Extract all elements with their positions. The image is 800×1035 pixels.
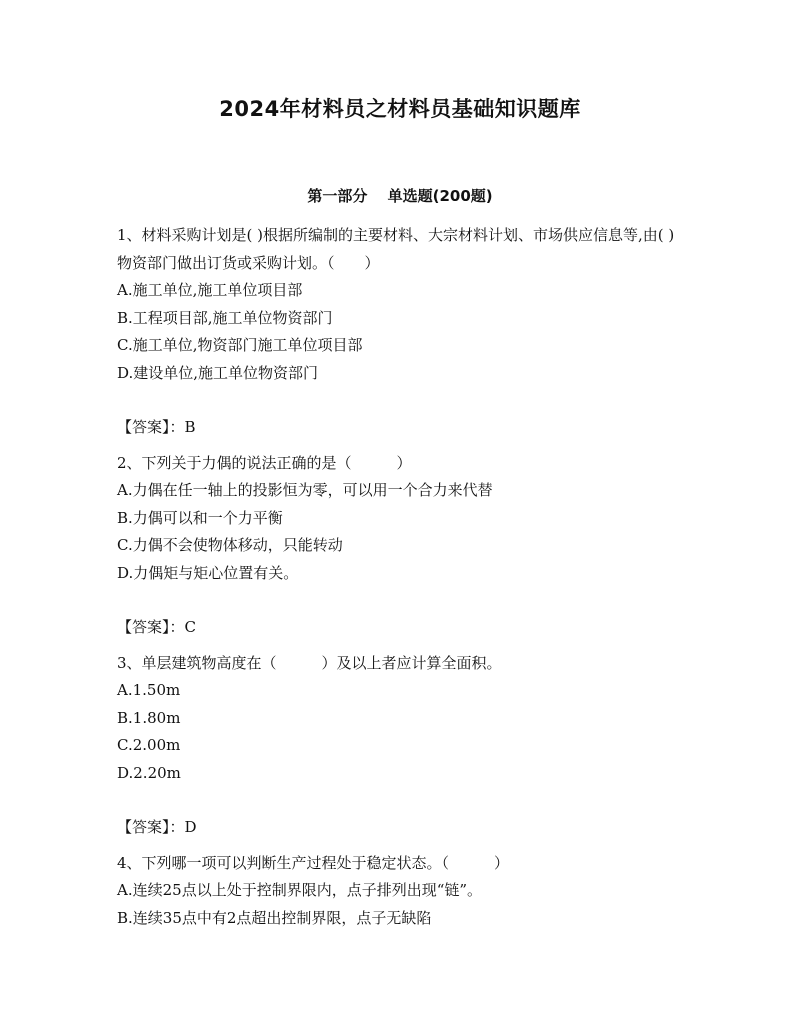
option-c: C.施工单位,物资部门施工单位项目部 bbox=[117, 336, 363, 354]
option-c: C.2.00m bbox=[117, 736, 181, 754]
section-title: 第一部分 单选题(200题) bbox=[307, 187, 493, 205]
option-b: B.1.80m bbox=[117, 708, 181, 727]
option-b: B.工程项目部,施工单位物资部门 bbox=[117, 308, 333, 327]
document-title: 2024年材料员之材料员基础知识题库 bbox=[219, 97, 581, 121]
option-c: C.力偶不会使物体移动，只能转动 bbox=[117, 536, 343, 554]
option-d: D.2.20m bbox=[117, 763, 181, 782]
question-list bbox=[117, 222, 677, 932]
answer-label: 【答案】：B bbox=[117, 418, 196, 436]
answer-label: 【答案】：D bbox=[117, 818, 197, 836]
question-1 bbox=[117, 222, 677, 442]
option-d: D.力偶矩与矩心位置有关。 bbox=[117, 563, 299, 582]
question-4 bbox=[117, 850, 677, 933]
option-b: B.连续35点中有2点超出控制界限，点子无缺陷 bbox=[117, 908, 432, 927]
option-a: A.力偶在任一轴上的投影恒为零，可以用一个合力来代替 bbox=[117, 481, 493, 499]
option-d: D.建设单位,施工单位物资部门 bbox=[117, 363, 319, 382]
question-text: 3、单层建筑物高度在（ ）及以上者应计算全面积。 bbox=[117, 653, 502, 672]
option-a: A.施工单位,施工单位项目部 bbox=[117, 281, 303, 299]
question-text: 4、下列哪一项可以判断生产过程处于稳定状态。（ ） bbox=[117, 853, 510, 872]
question-text: 1、材料采购计划是( )根据所编制的主要材料、大宗材料计划、市场供应信息等,由( )物资部门做出订货或采购计划。（ ） bbox=[117, 226, 675, 272]
option-a: A.连续25点以上处于控制界限内，点子排列出现“链”。 bbox=[117, 881, 483, 899]
answer-label: 【答案】：C bbox=[117, 618, 196, 636]
option-b: B.力偶可以和一个力平衡 bbox=[117, 508, 283, 527]
question-2 bbox=[117, 450, 677, 642]
question-text: 2、下列关于力偶的说法正确的是（ ） bbox=[117, 453, 412, 472]
question-3 bbox=[117, 650, 677, 842]
option-a: A.1.50m bbox=[117, 681, 181, 699]
